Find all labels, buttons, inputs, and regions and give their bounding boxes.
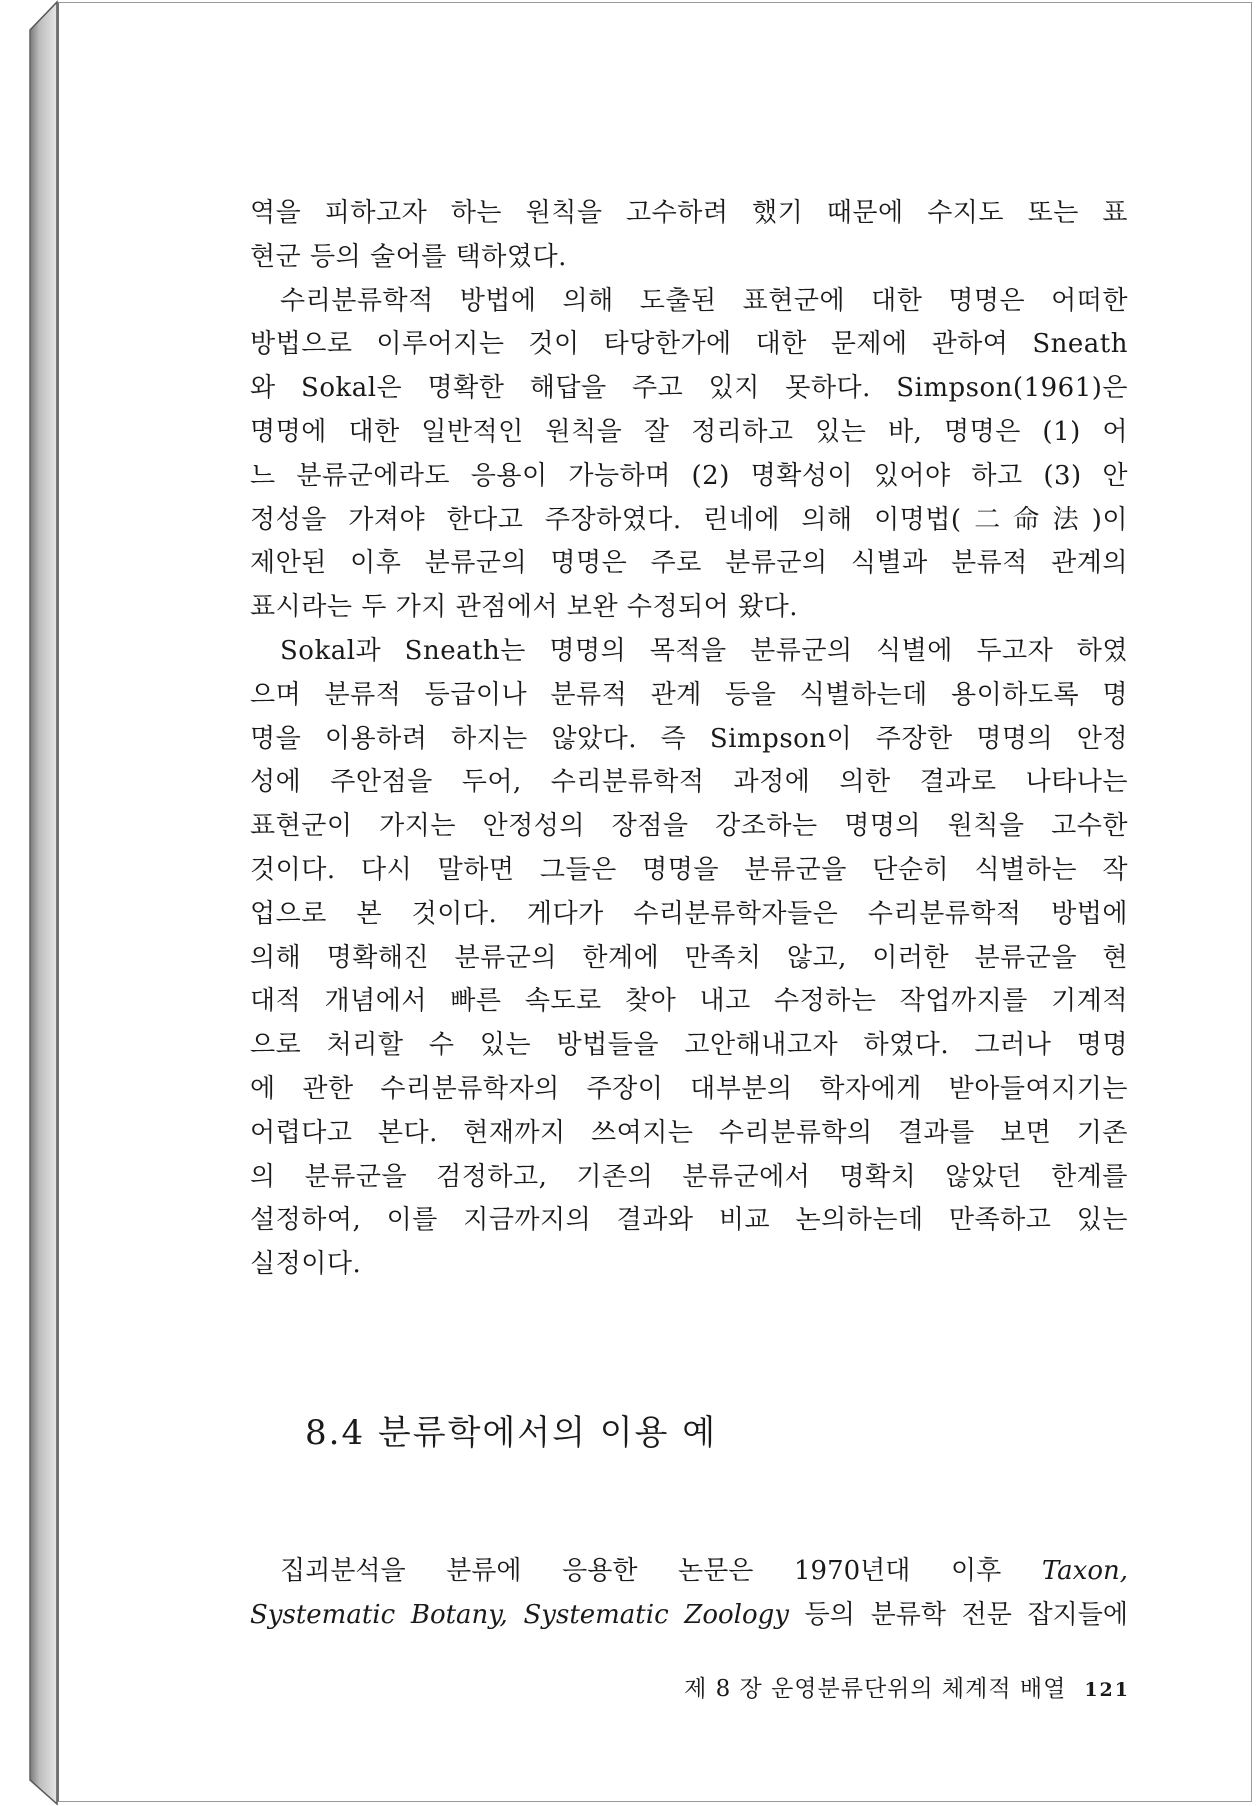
text-line: 업으로 본 것이다. 게다가 수리분류학자들은 수리분류학적 방법에 (250, 898, 1128, 929)
text-line: 것이다. 다시 말하면 그들은 명명을 분류군을 단순히 식별하는 작 (250, 854, 1128, 885)
body-text-continued (250, 1550, 1128, 1638)
text-run: 집괴분석을 분류에 응용한 논문은 1970년대 이후 (280, 1556, 1002, 1586)
text-line: 와 Sokal은 명확한 해답을 주고 있지 못하다. Simpson(1961)은 (250, 373, 1128, 404)
text-line: 실정이다. (250, 1249, 362, 1280)
book-spine-edge (0, 0, 60, 1806)
text-line: 방법으로 이루어지는 것이 타당한가에 대한 문제에 관하여 Sneath (250, 329, 1128, 360)
chapter-title: 제 8 장 운영분류단위의 체계적 배열 (684, 1676, 1067, 1702)
text-line (250, 1550, 1128, 1594)
section-heading: 8.4 분류학에서의 이용 예 (305, 1413, 718, 1453)
text-run: 등의 분류학 전문 잡지들에 (804, 1599, 1128, 1630)
journal-name: Taxon, (1041, 1556, 1128, 1586)
text-line: 현군 등의 술어를 택하였다. (250, 241, 567, 272)
text-line: 표시라는 두 가지 관점에서 보완 수정되어 왔다. (250, 592, 799, 623)
journal-names: Systematic Botany, Systematic Zoology (250, 1599, 789, 1630)
text-line: 어렵다고 본다. 현재까지 쓰여지는 수리분류학의 결과를 보면 기존 (250, 1117, 1128, 1148)
text-line: 명을 이용하려 하지는 않았다. 즉 Simpson이 주장한 명명의 안정 (250, 723, 1128, 754)
text-line: 성에 주안점을 두어, 수리분류학적 과정에 의한 결과로 나타나는 (250, 767, 1128, 798)
text-line (250, 1594, 1128, 1638)
text-line: 표현군이 가지는 안정성의 장점을 강조하는 명명의 원칙을 고수한 (250, 811, 1128, 842)
spine-shape (0, 0, 60, 1806)
text-line: 으며 분류적 등급이나 분류적 관계 등을 식별하는데 용이하도록 명 (250, 679, 1128, 710)
text-line: 역을 피하고자 하는 원칙을 고수하려 했기 때문에 수지도 또는 표 (250, 198, 1128, 228)
text-line: 설정하여, 이를 지금까지의 결과와 비교 논의하는데 만족하고 있는 (250, 1205, 1128, 1236)
text-line: 정성을 가져야 한다고 주장하였다. 린네에 의해 이명법(二命法)이 (250, 504, 1128, 535)
text-line: 에 관한 수리분류학자의 주장이 대부분의 학자에게 받아들여지기는 (250, 1073, 1128, 1104)
text-line: 제안된 이후 분류군의 명명은 주로 분류군의 식별과 분류적 관계의 (250, 548, 1128, 579)
body-text (250, 192, 1128, 1287)
text-line: 대적 개념에서 빠른 속도로 찾아 내고 수정하는 작업까지를 기계적 (250, 986, 1128, 1017)
text-line: 느 분류군에라도 응용이 가능하며 (2) 명확성이 있어야 하고 (3) 안 (250, 460, 1128, 491)
text-line: 으로 처리할 수 있는 방법들을 고안해내고자 하였다. 그러나 명명 (250, 1030, 1128, 1061)
text-line: 의해 명확해진 분류군의 한계에 만족치 않고, 이러한 분류군을 현 (250, 942, 1128, 973)
text-line: 명명에 대한 일반적인 원칙을 잘 정리하고 있는 바, 명명은 (1) 어 (250, 416, 1128, 447)
text-line: 수리분류학적 방법에 의해 도출된 표현군에 대한 명명은 어떠한 (280, 285, 1128, 316)
text-line: 의 분류군을 검정하고, 기존의 분류군에서 명확치 않았던 한계를 (250, 1161, 1128, 1192)
running-footer (590, 1670, 1130, 1703)
text-line: Sokal과 Sneath는 명명의 목적을 분류군의 식별에 두고자 하였 (280, 635, 1128, 666)
page-number: 121 (1084, 1679, 1130, 1701)
